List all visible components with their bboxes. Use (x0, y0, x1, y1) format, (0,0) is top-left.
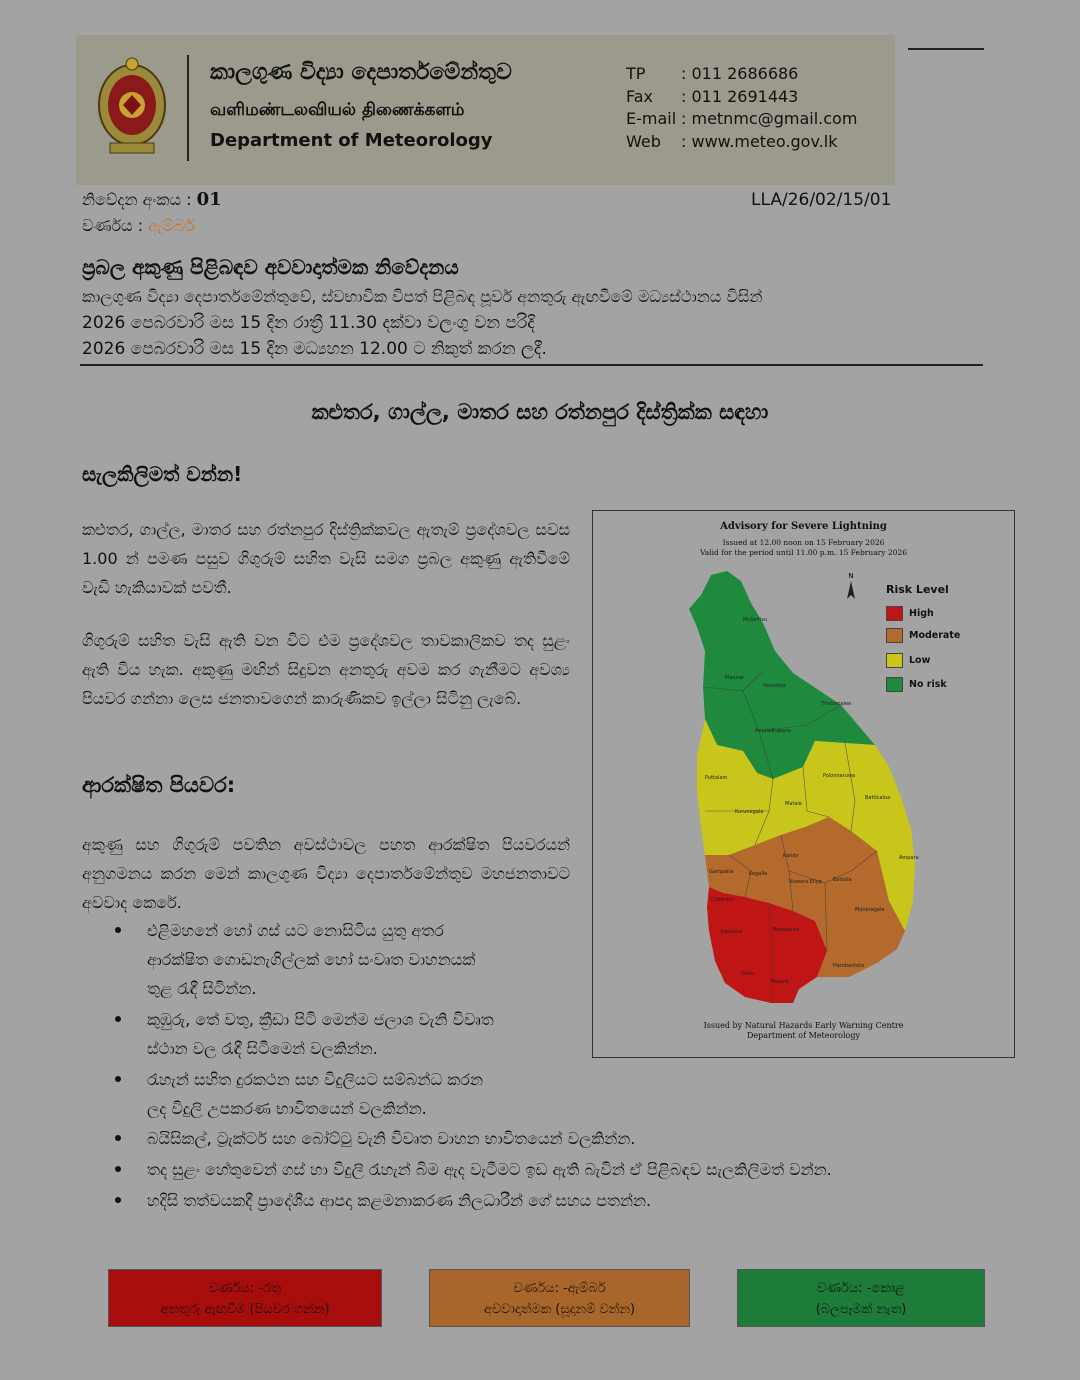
contact-email (626, 109, 857, 128)
legend-title: Risk Level (886, 583, 949, 596)
legend-swatch (886, 677, 903, 692)
dept-name-tamil: வளிமண்டலவியல் திணைக்களம் (210, 100, 465, 120)
map-validity: Valid for the period until 11.00 p.m. 15 February 2026 (700, 548, 907, 557)
district-label: Kalutara (721, 929, 742, 935)
legend-label: No risk (909, 679, 947, 690)
contact-label: E-mail (626, 109, 677, 128)
list-item: තද සුළං හේතුවෙන් ගස් හා විදුලි රැහැන් බිම ඇද වැටීමට ඉඩ ඇති බැවින් ඒ පිළිබඳව සැලකිලිමත් වන්න. (147, 1160, 832, 1179)
color-code-amber (429, 1269, 690, 1327)
legend-item-low (886, 653, 930, 668)
district-label: Matara (771, 979, 789, 985)
list-item: ලද විදුලි උපකරණ භාවිතයෙන් වලකින්න. (147, 1099, 427, 1118)
top-right-rule (908, 48, 984, 50)
color-code-desc: අනතුරු ඇඟවීම (පියවර ගන්න) (160, 1302, 330, 1317)
legend-label: High (909, 608, 934, 619)
color-code-green (737, 1269, 985, 1327)
map-footer: Department of Meteorology (747, 1031, 860, 1040)
header-divider (187, 55, 189, 161)
notice-value: 01 (196, 189, 222, 210)
district-label: Galle (741, 971, 754, 977)
district-label: Kandy (783, 853, 799, 859)
horizontal-rule (80, 364, 983, 366)
district-label: Hambantota (833, 963, 865, 969)
contact-fax (626, 87, 798, 106)
north-arrow-icon (847, 581, 855, 599)
legend-item-moderate (886, 628, 960, 643)
document-title: ප්‍රබල අකුණු පිළිබඳව අවවාදාත්මක නිවේදනය (82, 255, 459, 279)
list-item: කුඹුරු, තේ වතු, ක්‍රීඩා පිටි මෙන්ම ජලාශ වැනි විවෘත (147, 1010, 494, 1029)
map-footer: Issued by Natural Hazards Early Warning Centre (703, 1021, 904, 1030)
list-item: ස්ථාන වල රැඳී සිටීමෙන් වලකින්න. (147, 1039, 378, 1058)
sri-lanka-map (593, 511, 1014, 1057)
lightning-risk-map (592, 510, 1015, 1058)
reference-code: LLA/26/02/15/01 (751, 190, 892, 210)
issued-line: 2026 පෙබරවාරි මස 15 දින රාත්‍රී 11.30 දක්වා වලංගු වන පරිදි (82, 313, 535, 333)
contact-label: Fax (626, 87, 654, 106)
district-label: Trincomalee (821, 701, 852, 707)
map-title: Advisory for Severe Lightning (720, 521, 887, 532)
district-label: Vavuniya (763, 683, 786, 689)
district-label: Gampaha (709, 869, 734, 875)
notice-label: නිවේදන අංකය : (82, 190, 197, 209)
bullet-icon (115, 1016, 121, 1022)
district-label: Batticaloa (865, 795, 891, 801)
district-label: Kurunegala (735, 809, 764, 815)
color-code-desc: (බලපෑමක් නැත) (815, 1302, 907, 1317)
district-heading: කළුතර, ගාල්ල, මාතර සහ රත්නපුර දිස්ත්‍රික්ක සඳහා (311, 400, 769, 424)
color-code-line (82, 216, 195, 236)
list-item: ආරක්ෂිත ගොඩනැගිල්ලක් හෝ සංවෘත වාහනයක් (147, 950, 476, 969)
contact-phone (626, 64, 798, 83)
legend-swatch (886, 653, 903, 668)
list-item: හදිසි තත්වයකදී ප්‍රාදේශීය ආපදා කළමනාකරණ නිලධාරීන් ගේ සහය පතන්න. (147, 1191, 652, 1210)
contact-label: TP (626, 64, 646, 83)
legend-item-high (886, 606, 934, 621)
district-label: Kegalle (749, 871, 768, 877)
district-label: Colombo (711, 897, 734, 903)
dept-name-english: Department of Meteorology (210, 130, 493, 151)
sri-lanka-emblem-icon (96, 55, 168, 159)
alert-heading: සැලකිලිමත් වන්න! (82, 462, 243, 486)
bullet-icon (115, 1135, 121, 1141)
legend-swatch (886, 606, 903, 621)
district-label: Nuwara Eliya (789, 879, 822, 885)
bullet-icon (115, 1076, 121, 1082)
list-item: බයිසිකල්, ට්‍රැක්ටර් සහ බෝට්ටු වැනි විවෘත වාහන භාවිතයෙන් වලකින්න. (147, 1129, 636, 1148)
legend-label: Moderate (909, 630, 961, 641)
legend-label: Low (909, 655, 931, 666)
color-label: වර්ණය : (82, 216, 149, 235)
district-label: Polonnaruwa (823, 773, 856, 779)
district-label: Moneragala (855, 907, 885, 913)
district-label: Mannar (725, 675, 744, 681)
color-code-desc: අවවාදාත්මක (සූදානම් වන්න) (483, 1302, 636, 1317)
district-label: Puttalam (705, 775, 728, 781)
district-label: Mullaitivu (743, 617, 768, 623)
legend-swatch (886, 628, 903, 643)
list-item: එළිමහනේ හෝ ගස් යට නොසිටිය යුතු අතර (147, 921, 444, 940)
district-label: Ratnapura (773, 927, 800, 933)
color-value: ඇම්බර් (148, 216, 195, 235)
contact-value: : 011 2691443 (681, 87, 799, 106)
paragraph-advice: ගිගුරුම් සහිත වැසි ඇති වන විට එම ප්‍රදේශවල තාවකාලිකව තද සුළං ඇති විය හැක. අකුණු මඟින් සිදුවන අනතුරු අවම කර ගැනීමට අවශ්‍ය පියවර ගන්නා ලෙස ජනතාවගෙන් කාරුණිකව ඉල්ලා සිටිනු ලැබේ. (82, 631, 570, 708)
color-code-red (108, 1269, 382, 1327)
map-issued: Issued at 12.00 noon on 15 February 2026 (722, 538, 885, 547)
contact-value: : 011 2686686 (681, 64, 799, 83)
color-code-title: වර්ණය: -රතු (208, 1281, 282, 1296)
issued-line: කාලගුණ විද්‍යා දෙපාර්තමේන්තුවේ, ස්වභාවික විපත් පිළිබඳ පූර්ව අනතුරු ඇඟවීමේ මධ්‍යස්ථානය විසින් (82, 287, 763, 306)
bullet-icon (115, 1197, 121, 1203)
district-label: Anuradhapura (755, 728, 791, 734)
color-code-title: වර්ණය: -ඇම්බර් (513, 1281, 606, 1296)
issued-line: 2026 පෙබරවාරි මස 15 දින මධ්‍යහන 12.00 ට නිකුත් කරන ලදී. (82, 339, 547, 359)
district-label: Matale (785, 801, 802, 807)
contact-web (626, 132, 837, 151)
dept-name-sinhala: කාලගුණ විද්‍යා දෙපාර්තමේන්තුව (210, 60, 512, 85)
bullet-icon (115, 927, 121, 933)
paragraph-precaution-intro: අකුණු සහ ගිගුරුම් පවතින අවස්ථාවල පහත ආරක්ෂිත පියවරයන් අනුගමනය කරන මෙන් කාලගුණ විද්‍යා දෙපාර්තමේන්තුව මහජනතාවට අවවාද කෙරේ. (82, 835, 570, 912)
color-code-title: වර්ණය: -කොළ (817, 1281, 905, 1296)
district-label: Ampara (899, 855, 919, 861)
contact-value[interactable]: : www.meteo.gov.lk (681, 132, 838, 151)
district-label: Badulla (833, 877, 852, 883)
contact-value[interactable]: : metnmc@gmail.com (681, 109, 858, 128)
paragraph-forecast: කළුතර, ගාල්ල, මාතර සහ රත්නපුර දිස්ත්‍රික්කවල ඇතැම් ප්‍රදේශවල සවස 1.00 න් පමණ පසුව ගිගුරුම් සහිත වැසි සමග ප්‍රබල අකුණු ඇතිවීමේ වැඩි හැකියාවක් පවතී. (82, 520, 570, 597)
contact-label: Web (626, 132, 661, 151)
north-label: N (848, 572, 854, 580)
bullet-icon (115, 1166, 121, 1172)
notice-number (82, 189, 222, 210)
list-item: රැහැන් සහිත දුරකථන සහ විදුලියට සම්බන්ධ කරන (147, 1070, 483, 1089)
legend-item-no-risk (886, 677, 947, 692)
precaution-heading: ආරක්ෂිත පියවර: (82, 773, 236, 797)
list-item: තුළ රැඳී සිටින්න. (147, 979, 257, 998)
